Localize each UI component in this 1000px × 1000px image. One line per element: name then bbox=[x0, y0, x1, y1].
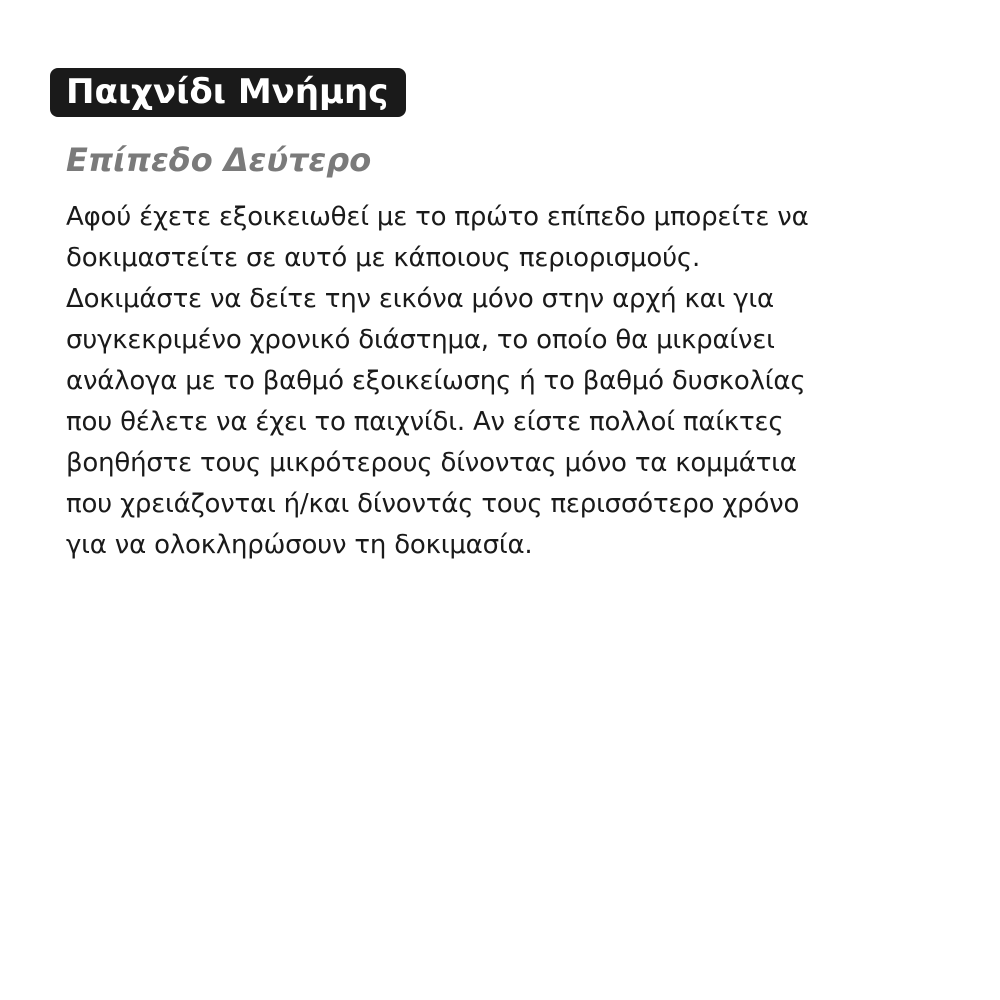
title-badge bbox=[50, 68, 406, 117]
paragraph-line: που χρειάζονται ή/και δίνοντάς τους περισσότερο χρόνο bbox=[66, 489, 800, 519]
paragraph-line: Αφού έχετε εξοικειωθεί με το πρώτο επίπεδο μπορείτε να bbox=[66, 202, 809, 232]
page-title: Παιχνίδι Μνήμης bbox=[66, 72, 389, 112]
paragraph-line: συγκεκριμένο χρονικό διάστημα, το οποίο θα μικραίνει bbox=[66, 325, 775, 355]
level-subtitle: Επίπεδο Δεύτερο bbox=[66, 141, 372, 179]
paragraph-line: δοκιμαστείτε σε αυτό με κάποιους περιορισμούς. bbox=[66, 243, 701, 273]
paragraph-line: που θέλετε να έχει το παιχνίδι. Αν είστε πολλοί παίκτες bbox=[66, 407, 784, 437]
paragraph-line: ανάλογα με το βαθμό εξοικείωσης ή το βαθμό δυσκολίας bbox=[66, 366, 806, 396]
instructions-paragraph bbox=[66, 197, 946, 566]
paragraph-line: Δοκιμάστε να δείτε την εικόνα μόνο στην αρχή και για bbox=[66, 284, 774, 314]
paragraph-line: για να ολοκληρώσουν τη δοκιμασία. bbox=[66, 530, 533, 560]
paragraph-line: βοηθήστε τους μικρότερους δίνοντας μόνο τα κομμάτια bbox=[66, 448, 797, 478]
